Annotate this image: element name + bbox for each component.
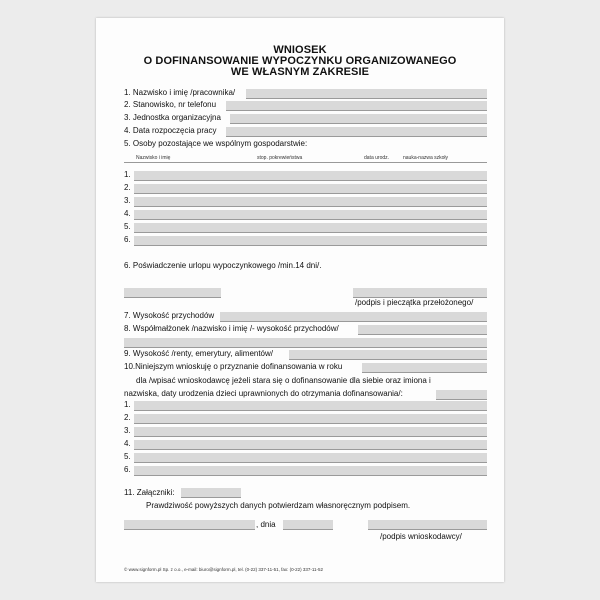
section-7-label: 7. Wysokość przychodów bbox=[124, 311, 215, 320]
beneficiary-field-inline[interactable] bbox=[436, 390, 487, 400]
beneficiary-row-num: 3. bbox=[124, 426, 131, 435]
household-row-field[interactable] bbox=[134, 236, 487, 246]
applicant-signature-caption: /podpis wnioskodawcy/ bbox=[380, 532, 462, 541]
beneficiary-row-num: 4. bbox=[124, 439, 131, 448]
field-5-label: 5. Osoby pozostające we wspólnym gospodarstwie: bbox=[124, 139, 308, 148]
household-row-num: 2. bbox=[124, 183, 131, 192]
field-3-label: 3. Jednostka organizacyjna bbox=[124, 113, 221, 122]
spouse-field[interactable] bbox=[358, 325, 487, 335]
household-row-field[interactable] bbox=[134, 197, 487, 207]
confirmation-text: Prawdziwość powyższych danych potwierdzam własnoręcznym podpisem. bbox=[146, 501, 411, 510]
household-row-num: 4. bbox=[124, 209, 131, 218]
form-title-line1: WNIOSEK bbox=[273, 44, 327, 56]
leave-date-field[interactable] bbox=[124, 288, 221, 298]
beneficiary-row-field[interactable] bbox=[134, 453, 487, 463]
beneficiary-row-field[interactable] bbox=[134, 401, 487, 411]
beneficiary-row-num: 1. bbox=[124, 400, 131, 409]
beneficiary-row-num: 5. bbox=[124, 452, 131, 461]
household-row-num: 5. bbox=[124, 222, 131, 231]
attachments-field[interactable] bbox=[181, 488, 241, 498]
section-8-label: 8. Współmałżonek /nazwisko i imię /- wysokość przychodów/ bbox=[124, 324, 339, 333]
beneficiary-row-num: 2. bbox=[124, 413, 131, 422]
beneficiary-row-field[interactable] bbox=[134, 427, 487, 437]
field-4-label: 4. Data rozpoczęcia pracy bbox=[124, 126, 217, 135]
spouse-field-continued[interactable] bbox=[124, 338, 487, 348]
income-field[interactable] bbox=[220, 312, 487, 322]
household-row-field[interactable] bbox=[134, 171, 487, 181]
household-row-field[interactable] bbox=[134, 210, 487, 220]
footer-publisher: © www.signform.pl Sp. z o.o., e-mail: biuro@signform.pl, tel. (0-22) 337-11-51, fax: (0-22) 337-11-52 bbox=[124, 567, 324, 572]
household-row-field[interactable] bbox=[134, 223, 487, 233]
household-row-num: 3. bbox=[124, 196, 131, 205]
position-phone-field[interactable] bbox=[226, 101, 487, 111]
date-field[interactable] bbox=[283, 520, 333, 530]
household-row-num: 6. bbox=[124, 235, 131, 244]
beneficiary-row-field[interactable] bbox=[134, 440, 487, 450]
section-10-line2: dla /wpisać wnioskodawcę jeżeli stara się o dofinansowanie dla siebie oraz imiona i bbox=[136, 376, 431, 385]
col-name-header: Nazwisko i imię bbox=[136, 155, 171, 161]
beneficiary-row-field[interactable] bbox=[134, 466, 487, 476]
col-relation-header: stop. pokrewieństwa bbox=[257, 155, 303, 161]
col-school-header: nauka-nazwa szkoły bbox=[403, 155, 449, 161]
applicant-signature-field[interactable] bbox=[368, 520, 487, 530]
household-row-num: 1. bbox=[124, 170, 131, 179]
start-date-field[interactable] bbox=[226, 127, 487, 137]
org-unit-field[interactable] bbox=[230, 114, 487, 124]
household-row-field[interactable] bbox=[134, 184, 487, 194]
date-label: , dnia bbox=[256, 520, 276, 529]
pension-field[interactable] bbox=[289, 350, 487, 360]
place-field[interactable] bbox=[124, 520, 255, 530]
supervisor-signature-caption: /podpis i pieczątka przełożonego/ bbox=[355, 298, 474, 307]
col-dob-header: data urodz. bbox=[364, 155, 390, 161]
table-header-divider bbox=[124, 162, 487, 163]
beneficiary-row-field[interactable] bbox=[134, 414, 487, 424]
name-field[interactable] bbox=[246, 89, 487, 99]
form-title-line3: WE WŁASNYM ZAKRESIE bbox=[230, 66, 370, 78]
beneficiary-row-num: 6. bbox=[124, 465, 131, 474]
section-10-line1: 10.Niniejszym wnioskuję o przyznanie dofinansowania w roku bbox=[124, 362, 343, 371]
supervisor-signature-field[interactable] bbox=[353, 288, 487, 298]
field-2-label: 2. Stanowisko, nr telefonu bbox=[124, 100, 217, 109]
section-11-label: 11. Załączniki: bbox=[124, 488, 175, 497]
field-1-label: 1. Nazwisko i imię /pracownika/ bbox=[124, 88, 236, 97]
section-10-line3: nazwiska, daty urodzenia dzieci uprawnionych do otrzymania dofinansowania/: bbox=[124, 389, 403, 398]
section-6-label: 6. Poświadczenie urlopu wypoczynkowego /min.14 dni/. bbox=[124, 261, 322, 270]
form-title-line2: O DOFINANSOWANIE WYPOCZYNKU ORGANIZOWANEGO bbox=[143, 55, 457, 67]
year-field[interactable] bbox=[362, 363, 487, 373]
section-9-label: 9. Wysokość /renty, emerytury, alimentów/ bbox=[124, 349, 274, 358]
